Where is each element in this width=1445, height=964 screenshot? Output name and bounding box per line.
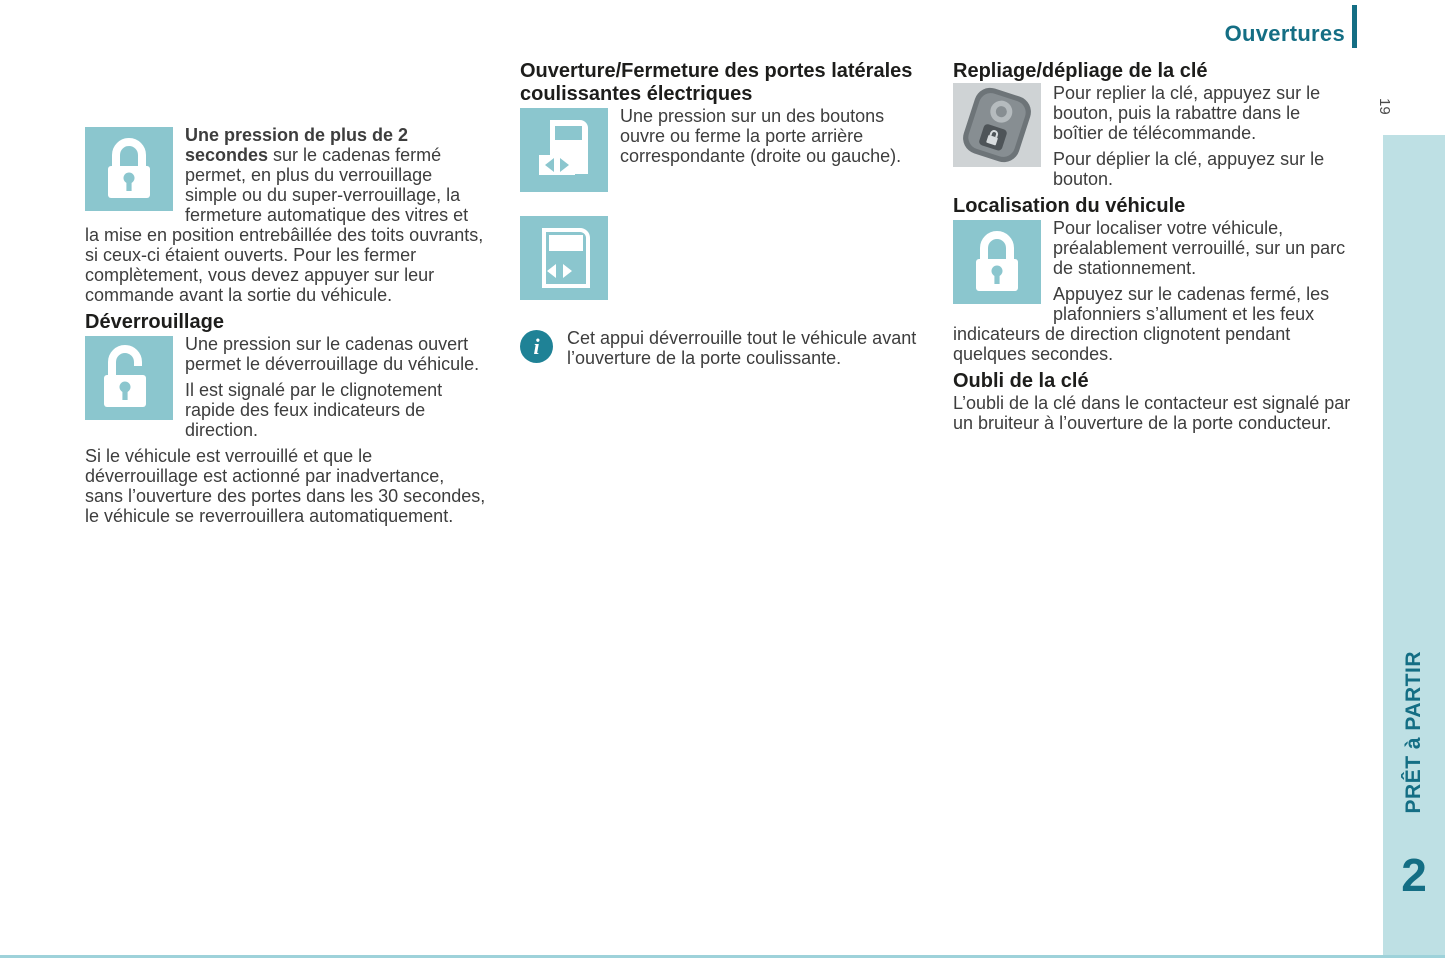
locate-heading: Localisation du véhicule <box>953 195 1186 217</box>
key-fold-text <box>1053 83 1355 195</box>
sliding-door-open-icon <box>520 108 608 192</box>
door-button-paragraph: Une pression sur un des boutons ouvre ou ferme la porte arrière correspondante (droite ou gauche). <box>620 106 902 166</box>
key-fold-paragraph-2: Pour déplier la clé, appuyez sur le bouton. <box>1053 149 1325 189</box>
closed-padlock-icon <box>85 127 173 211</box>
footer-rule <box>0 955 1445 958</box>
chapter-sidebar-label: PRÊT à PARTIR <box>1402 650 1425 814</box>
info-note <box>520 328 922 374</box>
key-fold-block <box>953 83 1355 195</box>
column-right <box>953 60 1355 439</box>
page-title: Ouvertures <box>1224 21 1345 46</box>
unlock-paragraph-3: Si le véhicule est verrouillé et que le déverrouillage est actionné par inadvertance, sans l’ouverture des portes dans les 30 secondes, le véhicule se reverrouillera automatiquement. <box>85 446 486 526</box>
page-number: 19 <box>1376 98 1393 115</box>
column-left <box>85 125 487 532</box>
info-icon: i <box>520 330 553 363</box>
unlock-block <box>85 334 487 532</box>
unlock-paragraph-1: Une pression sur le cadenas ouvert permet le déverrouillage du véhicule. <box>185 334 480 374</box>
sliding-door-closed-icon <box>520 216 608 300</box>
sliding-doors-heading: Ouverture/Fermeture des portes latérales coulissantes électriques <box>520 60 913 105</box>
open-padlock-icon <box>85 336 173 420</box>
superlock-block <box>85 125 487 311</box>
info-paragraph: Cet appui déverrouille tout le véhicule avant l’ouverture de la porte coulissante. <box>567 328 917 368</box>
superlock-rest: sur le cadenas fermé permet, en plus du verrouillage simple ou du super-verrouillage, la fermeture automatique des vitres et la mise en position entrebâillée des toits ouvrants, si ceux-ci étaient ouverts. Pour les fermer complètement, vous devez appuyer sur leur commande avant la sortie du véhicule. <box>85 145 484 305</box>
locate-paragraph-2: Appuyez sur le cadenas fermé, les plafonniers s’allument et les feux indicateurs de direction clignotent pendant quelques secondes. <box>953 284 1330 364</box>
door-button-block <box>520 106 922 200</box>
unlock-heading: Déverrouillage <box>85 311 224 333</box>
column-middle <box>520 60 922 374</box>
key-forgot-paragraph: L’oubli de la clé dans le contacteur est signalé par un bruiteur à l’ouverture de la porte conducteur. <box>953 393 1351 433</box>
title-accent-bar <box>1352 5 1357 48</box>
key-fold-heading: Repliage/dépliage de la clé <box>953 60 1208 82</box>
chapter-number: 2 <box>1401 849 1427 901</box>
superlock-lead: Une pression de plus de 2 secondes <box>185 125 409 165</box>
key-remote-image <box>953 83 1041 167</box>
door-closed-block <box>520 216 922 300</box>
key-forgot-heading: Oubli de la clé <box>953 370 1089 392</box>
key-fold-paragraph-1: Pour replier la clé, appuyez sur le bouton, puis la rabattre dans le boîtier de télécommande. <box>1053 83 1321 143</box>
closed-padlock-icon <box>953 220 1041 304</box>
unlock-paragraph-2: Il est signalé par le clignotement rapide des feux indicateurs de direction. <box>185 380 443 440</box>
chapter-sidebar-label-wrap <box>1383 608 1445 856</box>
locate-block <box>953 218 1355 370</box>
locate-paragraph-1: Pour localiser votre véhicule, préalablement verrouillé, sur un parc de stationnement. <box>1053 218 1346 278</box>
